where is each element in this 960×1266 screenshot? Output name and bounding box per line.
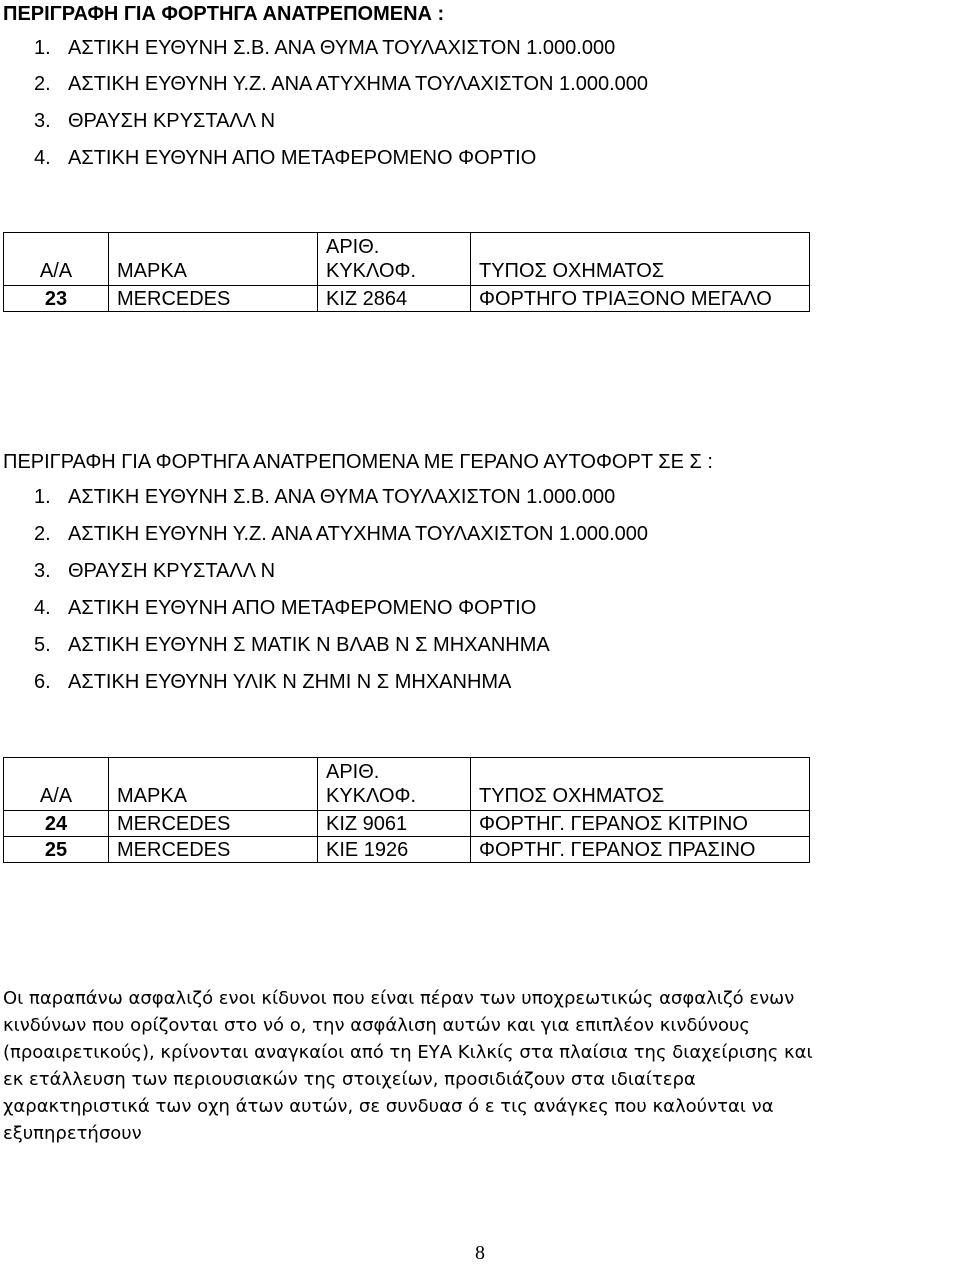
item-text: ΑΣΤΙΚΗ ΕΥΘΥΝΗ Σ.Β. ΑΝΑ ΘΥΜΑ ΤΟΥΛΑΧΙΣΤΟΝ 1.000.000 <box>68 486 616 508</box>
cell-type: ΦΟΡΤΗΓ. ΓΕΡΑΝΟΣ ΚΙΤΡΙΝΟ <box>471 811 810 837</box>
section2-item-2 <box>34 523 648 546</box>
table-header-row <box>4 233 810 286</box>
item-number: 2. <box>34 523 51 545</box>
table-row <box>4 837 810 863</box>
paragraph-line: εκ ετάλλευση των περιουσιακών της στοιχείων, προσιδιάζουν στα ιδιαίτερα <box>3 1069 696 1090</box>
item-text: ΘΡΑΥΣΗ ΚΡΥΣΤΑΛΛ Ν <box>68 560 276 582</box>
section2-item-3 <box>34 560 275 583</box>
item-text: ΑΣΤΙΚΗ ΕΥΘΥΝΗ Σ.Β. ΑΝΑ ΘΥΜΑ ΤΟΥΛΑΧΙΣΤΟΝ 1.000.000 <box>68 37 616 59</box>
item-number: 4. <box>34 597 51 619</box>
section1-item-1 <box>34 37 615 60</box>
closing-paragraph <box>3 985 960 1147</box>
section2-item-5 <box>34 634 550 657</box>
section2-item-6 <box>34 671 511 694</box>
cell-aa: 23 <box>4 286 109 312</box>
paragraph-line: χαρακτηριστικά των οχη άτων αυτών, σε συνδυασ ό ε τις ανάγκες που καλούνται να <box>3 1096 774 1117</box>
section2-item-4 <box>34 597 536 620</box>
header-brand: ΜΑΡΚΑ <box>109 758 318 811</box>
header-plate-line2: ΚΥΚΛΟΦ. <box>326 785 417 807</box>
item-text: ΑΣΤΙΚΗ ΕΥΘΥΝΗ Σ ΜΑΤΙΚ Ν ΒΛΑΒ Ν Σ ΜΗΧΑΝΗΜΑ <box>68 634 550 656</box>
cell-brand: MERCEDES <box>109 286 318 312</box>
cell-plate: ΚΙΕ 1926 <box>318 837 471 863</box>
cell-brand: MERCEDES <box>109 837 318 863</box>
header-plate-line2: ΚΥΚΛΟΦ. <box>326 260 417 282</box>
table-row <box>4 286 810 312</box>
item-text: ΑΣΤΙΚΗ ΕΥΘΥΝΗ ΥΛΙΚ Ν ΖΗΜΙ Ν Σ ΜΗΧΑΝΗΜΑ <box>68 671 512 693</box>
header-type: ΤΥΠΟΣ ΟΧΗΜΑΤΟΣ <box>471 233 810 286</box>
header-brand: ΜΑΡΚΑ <box>109 233 318 286</box>
item-number: 1. <box>34 37 51 59</box>
header-aa: Α/Α <box>4 233 109 286</box>
cell-plate: ΚΙΖ 9061 <box>318 811 471 837</box>
cell-plate: ΚΙΖ 2864 <box>318 286 471 312</box>
paragraph-line: κινδύνων που ορίζονται στο νό ο, την ασφάλιση αυτών και για επιπλέον κινδύνους <box>3 1015 750 1036</box>
header-aa: Α/Α <box>4 758 109 811</box>
cell-aa: 24 <box>4 811 109 837</box>
paragraph-line: (προαιρετικούς), κρίνονται αναγκαίοι από τη ΕΥΑ Κιλκίς στα πλαίσια της διαχείρισης και <box>3 1042 813 1063</box>
header-plate <box>318 233 471 286</box>
section1-item-2 <box>34 73 648 96</box>
paragraph-line: εξυπηρετήσουν <box>3 1123 142 1144</box>
section2-heading: ΠΕΡΙΓΡΑΦΗ ΓΙΑ ΦΟΡΤΗΓΑ ΑΝΑΤΡΕΠΟΜΕΝΑ ΜΕ ΓΕΡΑΝΟ ΑΥΤΟΦΟΡΤ ΣΕ Σ : <box>3 451 713 473</box>
cell-aa: 25 <box>4 837 109 863</box>
item-text: ΑΣΤΙΚΗ ΕΥΘΥΝΗ Υ.Ζ. ΑΝΑ ΑΤΥΧΗΜΑ ΤΟΥΛΑΧΙΣΤΟΝ 1.000.000 <box>68 73 648 95</box>
cell-type: ΦΟΡΤΗΓ. ΓΕΡΑΝΟΣ ΠΡΑΣΙΝΟ <box>471 837 810 863</box>
page-number: 8 <box>475 1242 485 1264</box>
item-number: 3. <box>34 110 51 132</box>
section1-vehicle-table <box>3 232 810 312</box>
item-number: 5. <box>34 634 51 656</box>
header-plate <box>318 758 471 811</box>
header-plate-line1: ΑΡΙΘ. <box>326 236 380 258</box>
item-text: ΑΣΤΙΚΗ ΕΥΘΥΝΗ Υ.Ζ. ΑΝΑ ΑΤΥΧΗΜΑ ΤΟΥΛΑΧΙΣΤΟΝ 1.000.000 <box>68 523 648 545</box>
item-text: ΑΣΤΙΚΗ ΕΥΘΥΝΗ ΑΠΟ ΜΕΤΑΦΕΡΟΜΕΝΟ ΦΟΡΤΙΟ <box>68 597 537 619</box>
item-number: 3. <box>34 560 51 582</box>
header-plate-line1: ΑΡΙΘ. <box>326 761 380 783</box>
cell-type: ΦΟΡΤΗΓΟ ΤΡΙΑΞΟΝΟ ΜΕΓΑΛΟ <box>471 286 810 312</box>
item-number: 4. <box>34 147 51 169</box>
section1-heading: ΠΕΡΙΓΡΑΦΗ ΓΙΑ ΦΟΡΤΗΓΑ ΑΝΑΤΡΕΠΟΜΕΝΑ : <box>3 3 445 25</box>
item-text: ΘΡΑΥΣΗ ΚΡΥΣΤΑΛΛ Ν <box>68 110 276 132</box>
section2-item-1 <box>34 486 615 509</box>
section1-item-3 <box>34 110 275 133</box>
section2-vehicle-table <box>3 757 810 863</box>
item-text: ΑΣΤΙΚΗ ΕΥΘΥΝΗ ΑΠΟ ΜΕΤΑΦΕΡΟΜΕΝΟ ΦΟΡΤΙΟ <box>68 147 537 169</box>
table-row <box>4 811 810 837</box>
cell-brand: MERCEDES <box>109 811 318 837</box>
item-number: 1. <box>34 486 51 508</box>
header-type: ΤΥΠΟΣ ΟΧΗΜΑΤΟΣ <box>471 758 810 811</box>
item-number: 2. <box>34 73 51 95</box>
table-header-row <box>4 758 810 811</box>
item-number: 6. <box>34 671 51 693</box>
paragraph-line: Οι παραπάνω ασφαλιζό ενοι κίδυνοι που είναι πέραν των υποχρεωτικώς ασφαλιζό ενων <box>3 988 795 1009</box>
section1-item-4 <box>34 147 536 170</box>
